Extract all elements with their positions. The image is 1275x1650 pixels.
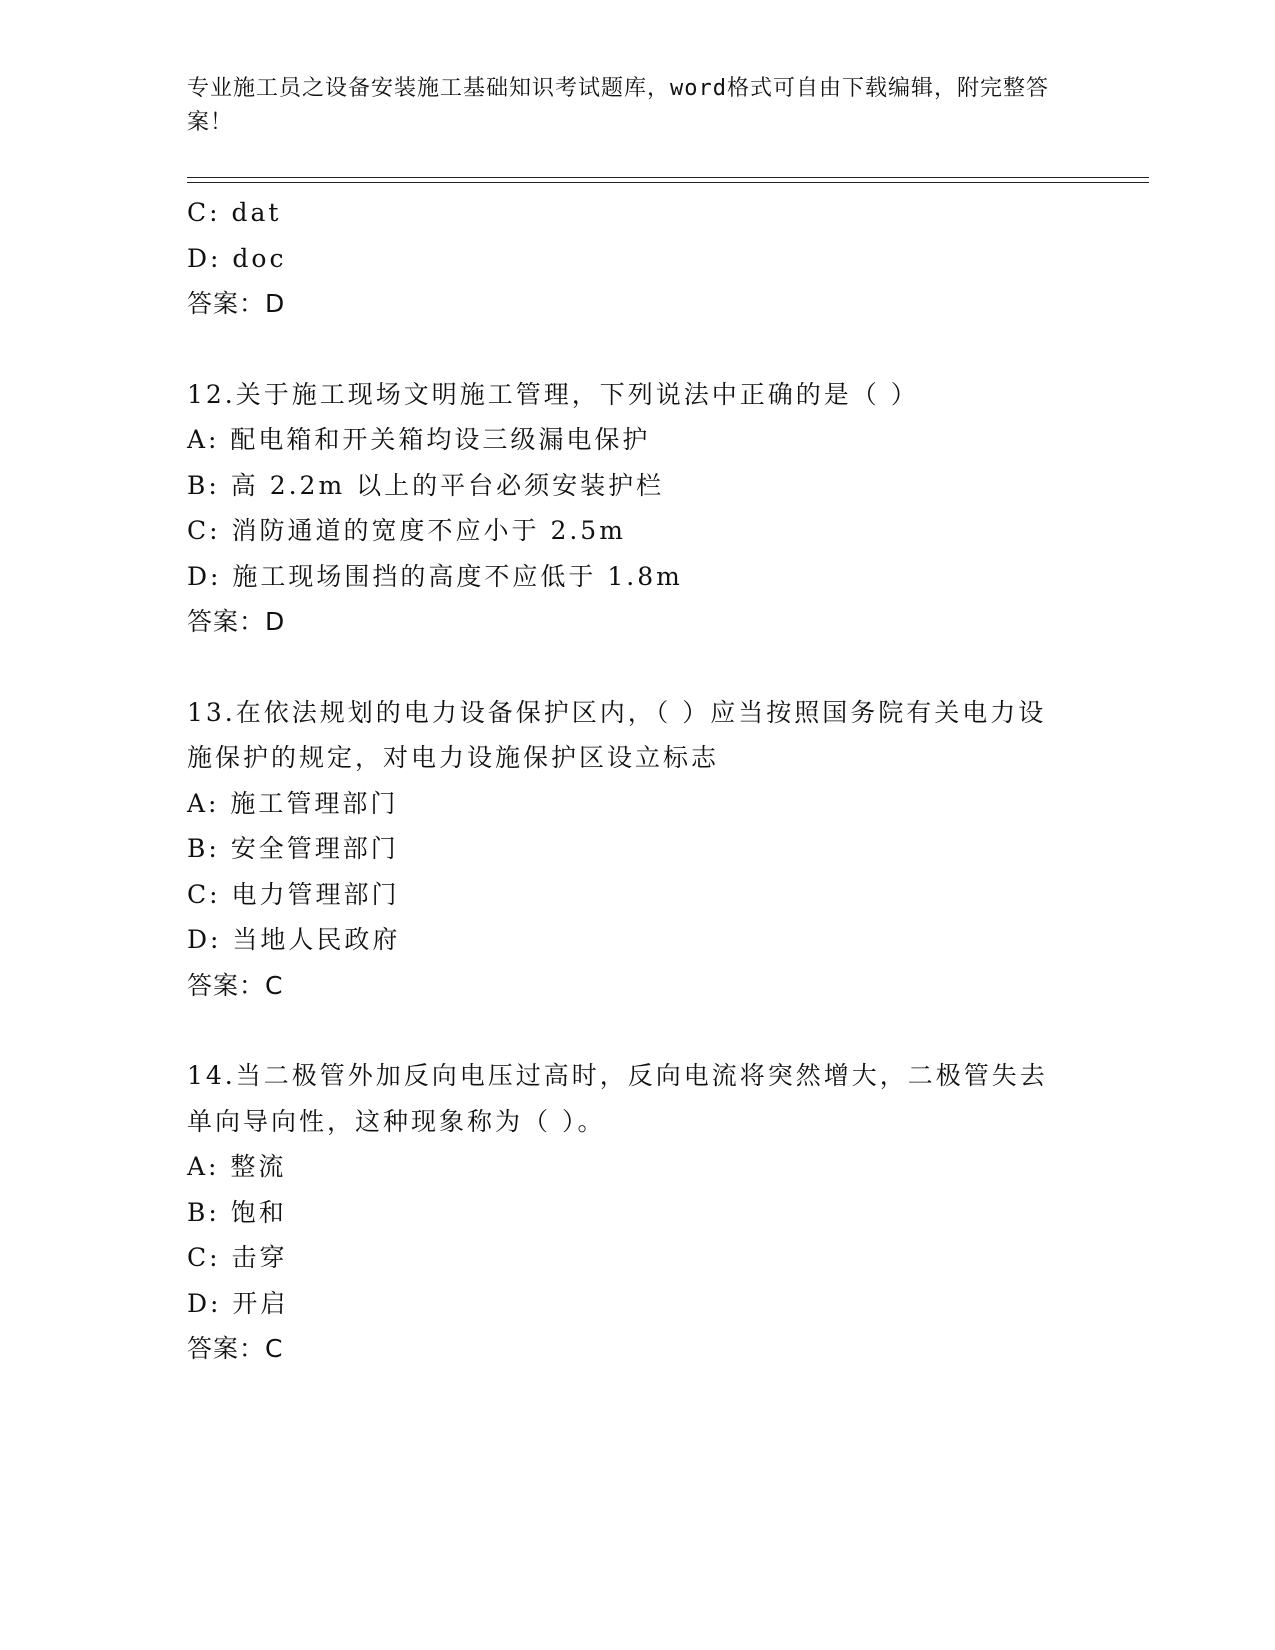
option-d: D: doc bbox=[187, 243, 287, 273]
option-c: C: 消防通道的宽度不应小于 2.5m bbox=[187, 516, 626, 545]
question-list bbox=[187, 190, 1087, 1372]
option-a: A: 配电箱和开关箱均设三级漏电保护 bbox=[187, 425, 651, 454]
option-b: B: 饱和 bbox=[187, 1197, 287, 1227]
option-a: A: 施工管理部门 bbox=[187, 788, 399, 818]
option-c: C: 击穿 bbox=[187, 1243, 288, 1272]
question-12 bbox=[187, 372, 1087, 645]
option-b: B: 安全管理部门 bbox=[187, 834, 399, 863]
document-header: 专业施工员之设备安装施工基础知识考试题库，word格式可自由下载编辑，附完整答案！ bbox=[187, 76, 1049, 135]
answer-line: 答案：C bbox=[187, 970, 284, 1000]
header-divider-top bbox=[187, 177, 1149, 178]
answer-line: 答案：C bbox=[187, 1334, 284, 1363]
previous-question-tail bbox=[187, 190, 1087, 327]
answer-line: 答案：D bbox=[187, 607, 286, 636]
option-a: A: 整流 bbox=[187, 1152, 287, 1181]
question-text: 14.当二极管外加反向电压过高时，反向电流将突然增大，二极管失去单向导向性，这种现象称为（ ）。 bbox=[187, 1061, 1048, 1136]
question-text: 13.在依法规划的电力设备保护区内，（ ）应当按照国务院有关电力设施保护的规定，对电力设施保护区设立标志 bbox=[187, 697, 1047, 772]
question-14 bbox=[187, 1053, 1087, 1372]
answer-line: 答案：D bbox=[187, 289, 286, 318]
option-c: C: dat bbox=[187, 198, 282, 227]
option-d: D: 开启 bbox=[187, 1288, 289, 1318]
option-c: C: 电力管理部门 bbox=[187, 879, 400, 909]
option-d: D: 当地人民政府 bbox=[187, 925, 401, 954]
question-text: 12.关于施工现场文明施工管理，下列说法中正确的是（ ） bbox=[187, 379, 919, 409]
question-13 bbox=[187, 690, 1087, 1009]
option-b: B: 高 2.2m 以上的平台必须安装护栏 bbox=[187, 470, 665, 500]
header-divider-bottom bbox=[187, 182, 1149, 183]
option-d: D: 施工现场围挡的高度不应低于 1.8m bbox=[187, 561, 683, 591]
